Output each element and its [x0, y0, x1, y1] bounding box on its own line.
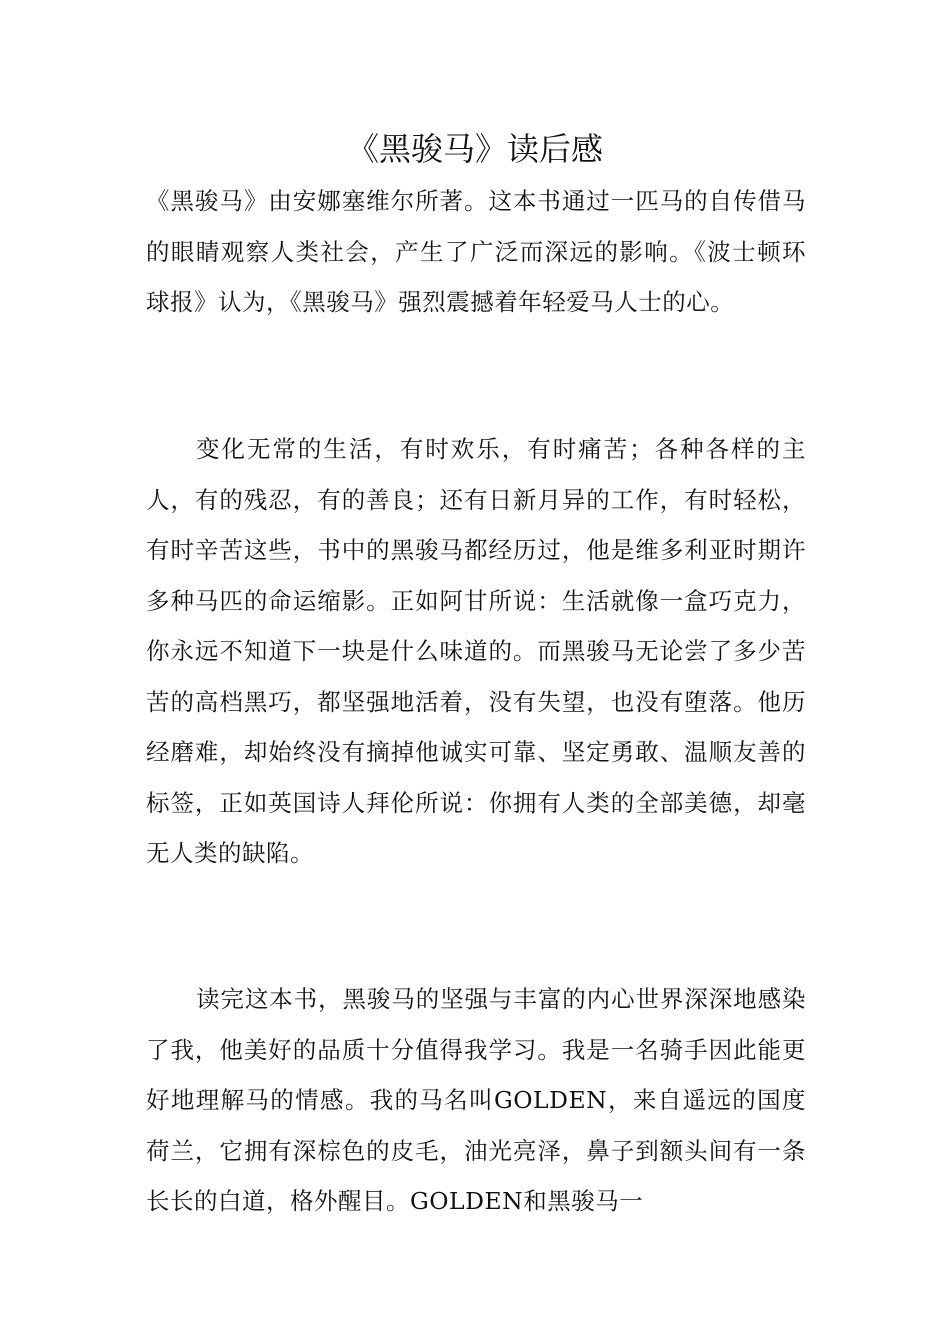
paragraph-reflection: 读完这本书，黑骏马的坚强与丰富的内心世界深深地感染了我，他美好的品质十分值得我学习。我是一名骑手因此能更好地理解马的情感。我的马名叫GOLDEN，来自遥远的国度荷兰，它拥有深棕色的皮毛，油光亮泽，鼻子到额头间有一条长长的白道，格外醒目。GOLDEN和黑骏马一: [146, 985, 806, 1215]
document-title: 《黑骏马》读后感: [346, 130, 603, 168]
paragraph-life: 变化无常的生活，有时欢乐，有时痛苦；各种各样的主人，有的残忍，有的善良；还有日新月异的工作，有时轻松，有时辛苦这些，书中的黑骏马都经历过，他是维多利亚时期许多种马匹的命运缩影。正如阿甘所说：生活就像一盒巧克力，你永远不知道下一块是什么味道的。而黑骏马无论尝了多少苦苦的高档黑巧，都坚强地活着，没有失望，也没有堕落。他历经磨难，却始终没有摘掉他诚实可靠、坚定勇敢、温顺友善的标签，正如英国诗人拜伦所说：你拥有人类的全部美德，却毫无人类的缺陷。: [146, 435, 806, 867]
paragraph-intro: 《黑骏马》由安娜塞维尔所著。这本书通过一匹马的自传借马的眼睛观察人类社会，产生了广泛而深远的影响。《波士顿环球报》认为，《黑骏马》强烈震撼着年轻爱马人士的心。: [146, 187, 806, 316]
